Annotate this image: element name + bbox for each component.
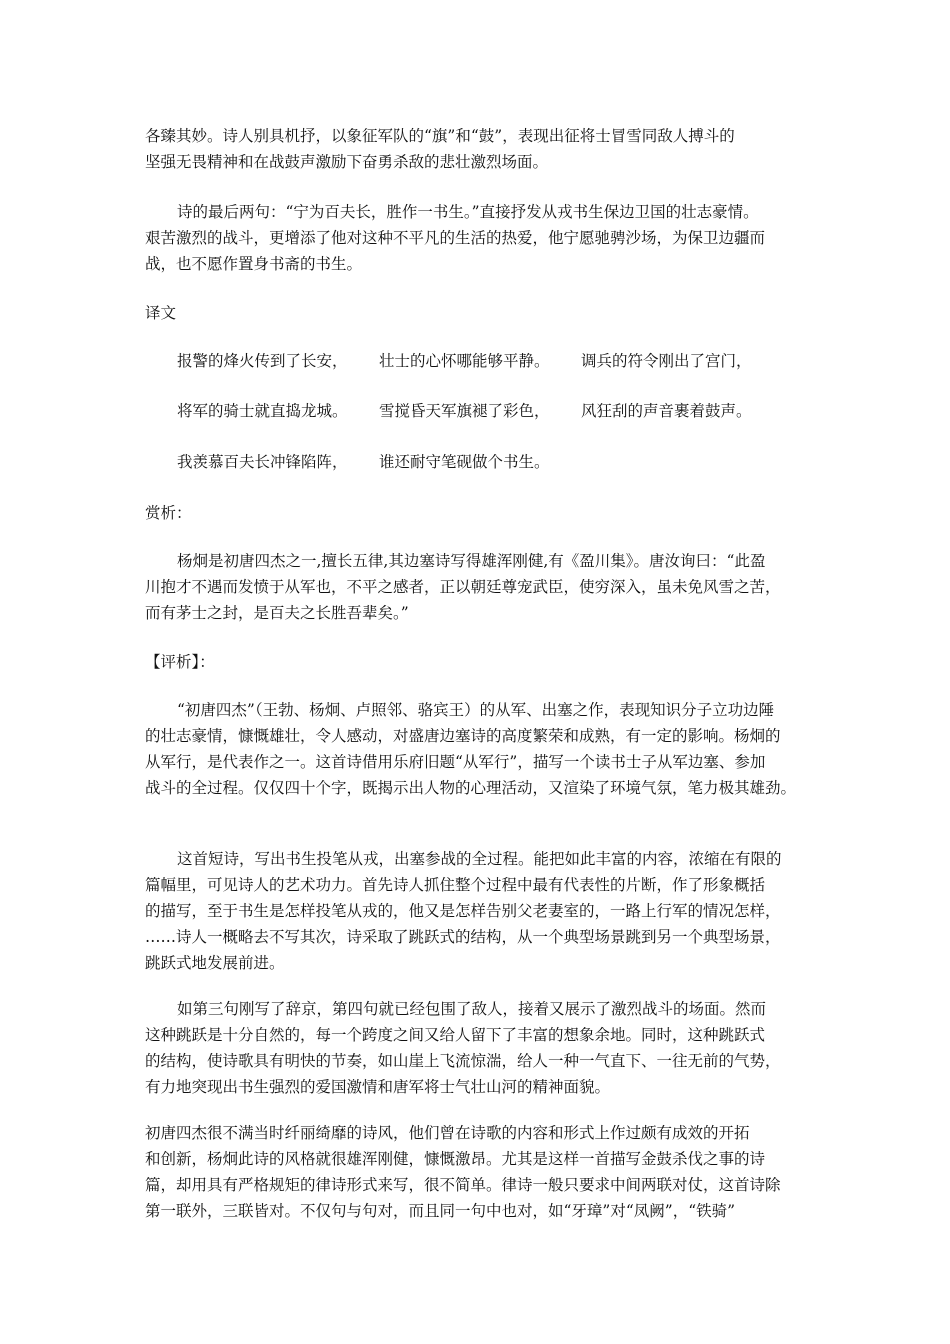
- text-line: 各臻其妙。诗人别具机抒，以象征军队的“旗”和“鼓”，表现出征将士冒雪同敌人搏斗的: [145, 127, 735, 145]
- paragraph-1: [145, 123, 825, 175]
- translation-phrase: 壮士的心怀哪能够平静。: [379, 352, 550, 370]
- paragraph-3: [145, 548, 825, 626]
- heading-commentary: [145, 649, 825, 675]
- section-heading: 【评析】：: [145, 653, 215, 671]
- paragraph-2: [145, 199, 825, 277]
- text-line: 这首短诗，写出书生投笔从戎，出塞参战的全过程。能把如此丰富的内容，浓缩在有限的: [177, 850, 782, 868]
- translation-row-2: [177, 398, 752, 424]
- text-line: 艰苦激烈的战斗，更增添了他对这种不平凡的生活的热爱，他宁愿驰骋沙场，为保卫边疆而: [145, 229, 766, 247]
- text-line: 这种跳跃是十分自然的，每一个跨度之间又给人留下了丰富的想象余地。同时，这种跳跃式: [145, 1026, 766, 1044]
- text-line: 战斗的全过程。仅仅四十个字，既揭示出人物的心理活动，又渲染了环境气氛，笔力极其雄劲。: [145, 779, 797, 797]
- heading-translation: [145, 300, 825, 326]
- text-line: 的结构，使诗歌具有明快的节奏，如山崖上飞流惊湍，给人一种一气直下、一往无前的气势，: [145, 1052, 781, 1070]
- text-line: 的壮志豪情，慷慨雄壮，令人感动，对盛唐边塞诗的高度繁荣和成熟，有一定的影响。杨炯的: [145, 727, 781, 745]
- translation-phrase: 我羡慕百夫长冲锋陷阵，: [177, 453, 348, 471]
- text-line: 第一联外，三联皆对。不仅句与句对，而且同一句中也对，如“牙璋”对“凤阙”，“铁骑”: [145, 1202, 736, 1220]
- section-heading: 赏析：: [145, 504, 192, 522]
- section-heading: 译文: [145, 304, 177, 322]
- paragraph-4: [145, 697, 825, 801]
- text-line: 初唐四杰很不满当时纤丽绮靡的诗风，他们曾在诗歌的内容和形式上作过颇有成效的开拓: [145, 1124, 750, 1142]
- text-line: 如第三句刚写了辞京，第四句就已经包围了敌人，接着又展示了激烈战斗的场面。然而: [177, 1000, 767, 1018]
- translation-phrase: 风狂刮的声音裹着鼓声。: [581, 402, 752, 420]
- translation-phrase: 将军的骑士就直捣龙城。: [177, 402, 348, 420]
- heading-appreciation: [145, 500, 825, 526]
- text-line: 川抱才不遇而发愤于从军也，不平之感者，正以朝廷尊宠武臣，使穷深入，虽未免风雪之苦，: [145, 578, 781, 596]
- translation-phrase: 报警的烽火传到了长安，: [177, 352, 348, 370]
- translation-phrase: 调兵的符令刚出了宫门，: [581, 352, 752, 370]
- text-line: ……诗人一概略去不写其次，诗采取了跳跃式的结构，从一个典型场景跳到另一个典型场景，: [145, 928, 781, 946]
- text-line: 篇幅里，可见诗人的艺术功力。首先诗人抓住整个过程中最有代表性的片断，作了形象概括: [145, 876, 766, 894]
- text-line: 而有茅士之封，是百夫之长胜吾辈矣。”: [145, 604, 409, 622]
- text-line: 从军行，是代表作之一。这首诗借用乐府旧题“从军行”，描写一个读书士子从军边塞、参加: [145, 753, 766, 771]
- paragraph-5: [145, 846, 825, 976]
- translation-row-1: [177, 348, 752, 374]
- text-line: 的描写，至于书生是怎样投笔从戎的，他又是怎样告别父老妻室的，一路上行军的情况怎样，: [145, 902, 781, 920]
- text-line: 和创新，杨炯此诗的风格就很雄浑刚健，慷慨激昂。尤其是这样一首描写金鼓杀伐之事的诗: [145, 1150, 766, 1168]
- translation-phrase: 雪搅昏天军旗褪了彩色，: [379, 402, 550, 420]
- text-line: 坚强无畏精神和在战鼓声激励下奋勇杀敌的悲壮激烈场面。: [145, 153, 549, 171]
- paragraph-7: [145, 1120, 825, 1224]
- text-line: “初唐四杰”（王勃、杨炯、卢照邻、骆宾王）的从军、出塞之作，表现知识分子立功边陲: [177, 701, 775, 719]
- translation-phrase: 谁还耐守笔砚做个书生。: [379, 453, 550, 471]
- text-line: 战，也不愿作置身书斋的书生。: [145, 255, 363, 273]
- text-line: 篇，却用具有严格规矩的律诗形式来写，很不简单。律诗一般只要求中间两联对仗，这首诗除: [145, 1176, 781, 1194]
- text-line: 有力地突现出书生强烈的爱国激情和唐军将士气壮山河的精神面貌。: [145, 1078, 611, 1096]
- text-line: 诗的最后两句：“宁为百夫长，胜作一书生。”直接抒发从戎书生保边卫国的壮志豪情。: [177, 203, 759, 221]
- text-line: 跳跃式地发展前进。: [145, 954, 285, 972]
- paragraph-6: [145, 996, 825, 1100]
- text-line: 杨炯是初唐四杰之一,擅长五律,其边塞诗写得雄浑刚健,有《盈川集》。唐汝询曰：“此盈: [177, 552, 766, 570]
- translation-row-3: [177, 449, 550, 475]
